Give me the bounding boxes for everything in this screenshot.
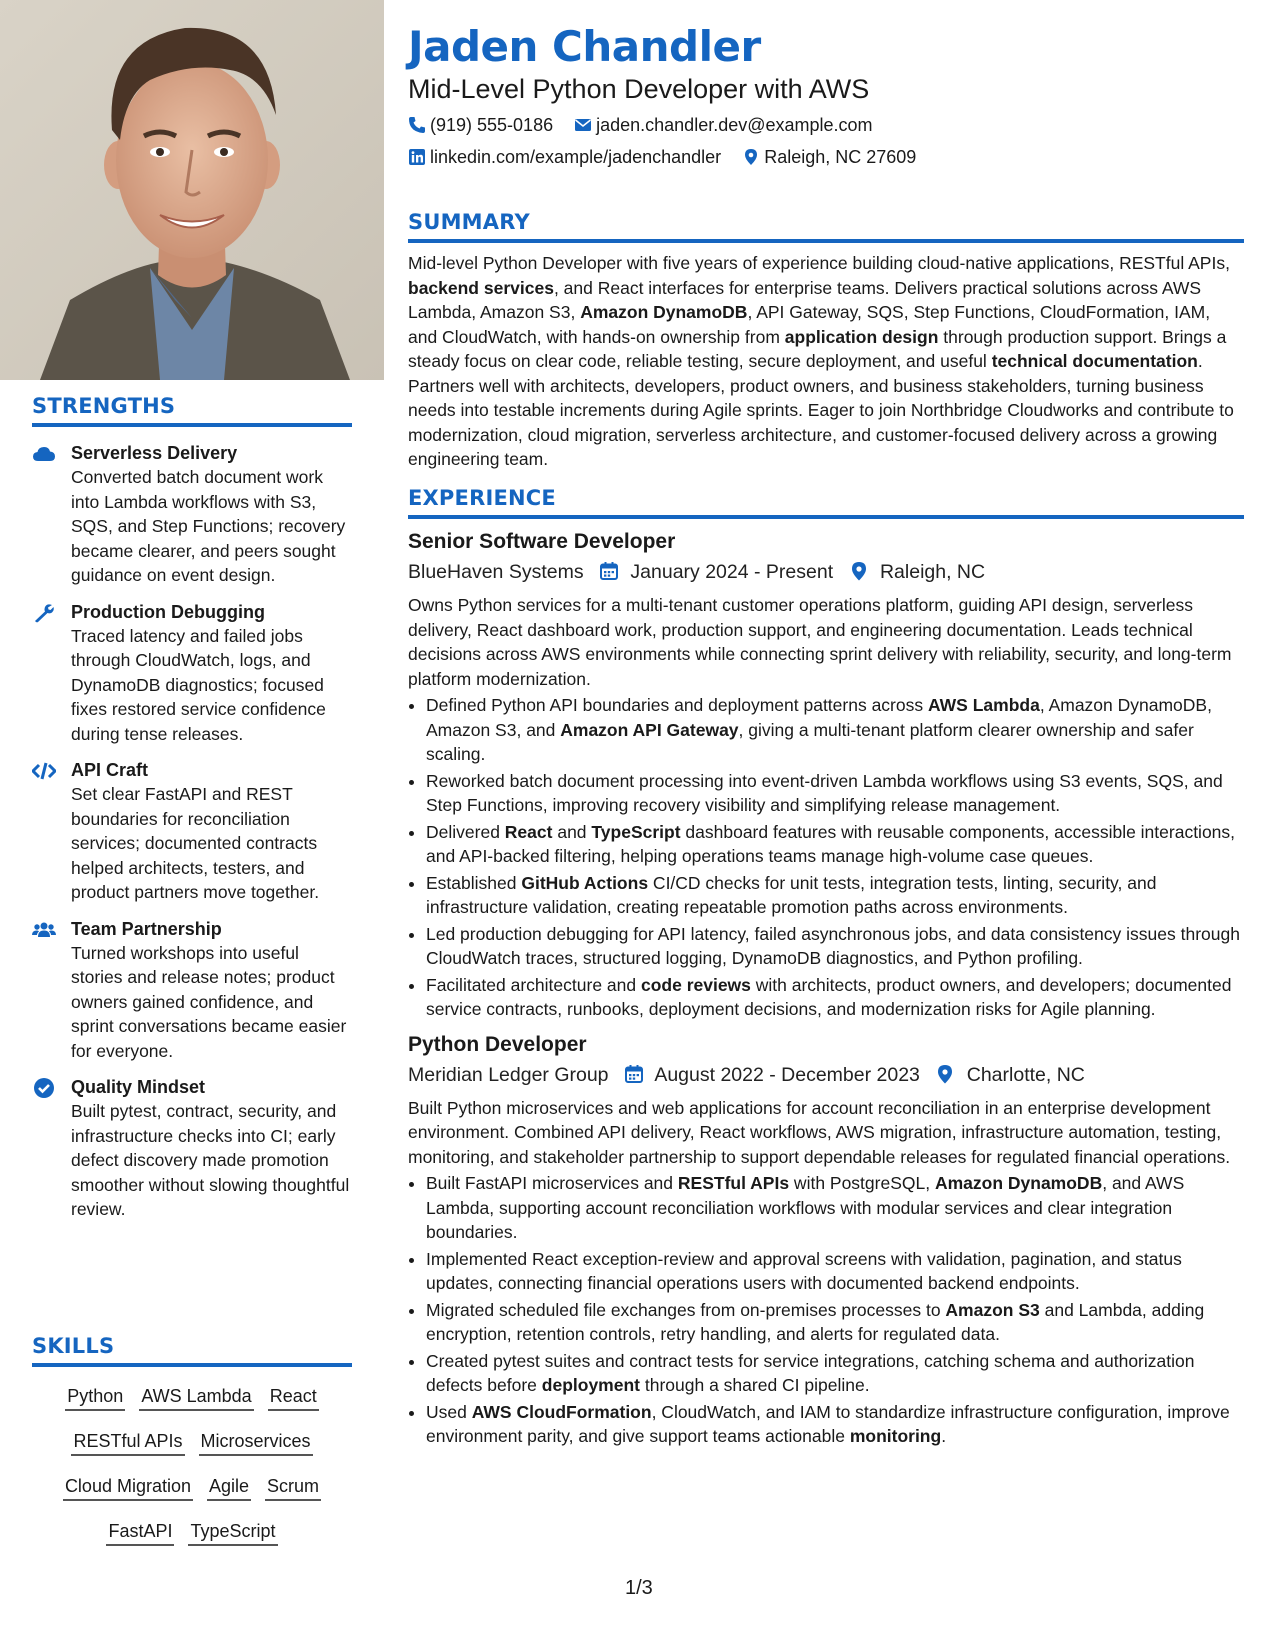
job-meta bbox=[408, 1060, 1244, 1090]
page-number: 1/3 bbox=[625, 1577, 653, 1599]
summary-heading: SUMMARY bbox=[408, 210, 1244, 243]
strength-item bbox=[32, 600, 352, 747]
bullet-text: CI/CD checks for unit tests, integration tests, linting, security, and infrastructure validation, creating repeatable promotion paths across environments. bbox=[426, 872, 1157, 917]
job-entry bbox=[408, 1030, 1244, 1449]
skill-tag: TypeScript bbox=[188, 1520, 277, 1546]
map-pin-icon bbox=[742, 148, 760, 166]
bullet-text: Migrated scheduled file exchanges from on-premises processes to bbox=[426, 1299, 946, 1320]
skill-tag: Scrum bbox=[265, 1475, 321, 1501]
bullet-highlight: code reviews bbox=[640, 974, 751, 995]
bullet-highlight: AWS Lambda bbox=[927, 695, 1040, 715]
strength-desc: Traced latency and failed jobs through CloudWatch, logs, and DynamoDB diagnostics; focused fixes restored service confidence during tense releases. bbox=[71, 625, 326, 744]
bullet-item bbox=[426, 871, 1244, 920]
strengths-heading: STRENGTHS bbox=[32, 394, 352, 427]
bullet-text: with PostgreSQL, bbox=[789, 1173, 935, 1193]
location-contact bbox=[742, 145, 916, 169]
profile-photo bbox=[0, 0, 384, 380]
bullet-item bbox=[426, 1298, 1244, 1347]
strength-title: Serverless Delivery bbox=[71, 443, 238, 463]
skill-tag: Agile bbox=[207, 1475, 251, 1501]
left-column bbox=[0, 0, 384, 1650]
bullet-highlight: Amazon S3 bbox=[945, 1299, 1040, 1320]
bullet-item bbox=[426, 1349, 1244, 1398]
users-icon bbox=[32, 919, 56, 941]
envelope-icon bbox=[574, 116, 592, 134]
contact-row bbox=[408, 145, 932, 169]
linkedin-icon bbox=[408, 148, 426, 166]
strengths-section bbox=[32, 394, 352, 1222]
strength-desc: Built pytest, contract, security, and infrastructure checks into CI; early defect discovery made promotion smoother without slowing thoughtful review. bbox=[71, 1101, 350, 1219]
summary-text-part: through production support. Brings a steady focus on clear code, reliable testing, secure deployment, and useful bbox=[408, 326, 1227, 371]
wrench-icon bbox=[32, 602, 56, 624]
summary-text-part: , and React interfaces for enterprise teams. Delivers practical solutions across AWS Lambda, Amazon S3, bbox=[408, 277, 1202, 322]
linkedin-contact[interactable] bbox=[408, 145, 721, 169]
strength-title: Quality Mindset bbox=[71, 1077, 206, 1097]
skill-tag: AWS Lambda bbox=[139, 1385, 253, 1411]
strength-item bbox=[32, 1075, 352, 1222]
strength-title: Team Partnership bbox=[71, 918, 222, 939]
job-title: Senior Software Developer bbox=[408, 530, 676, 553]
bullet-highlight: AWS CloudFormation bbox=[471, 1401, 652, 1422]
job-title: Python Developer bbox=[408, 1032, 587, 1056]
bullet-text: Created pytest suites and contract tests for service integrations, catching schema and authorization defects before bbox=[426, 1350, 1195, 1395]
headline: Mid-Level Python Developer with AWS bbox=[408, 74, 870, 104]
code-icon bbox=[32, 760, 56, 782]
strength-title: API Craft bbox=[71, 760, 149, 780]
phone-text: (919) 555-0186 bbox=[430, 115, 554, 135]
experience-section bbox=[408, 486, 1244, 1451]
bullet-text: , and AWS Lambda, supporting account reconciliation workflows with modular services and clear integration boundaries. bbox=[426, 1173, 1185, 1242]
bullet-item bbox=[426, 820, 1244, 869]
job-dates: January 2024 - Present bbox=[630, 561, 834, 583]
bullet-item bbox=[426, 1247, 1244, 1296]
skill-tag: RESTful APIs bbox=[71, 1430, 184, 1456]
email-contact[interactable] bbox=[574, 113, 872, 137]
bullet-highlight: deployment bbox=[541, 1375, 640, 1395]
candidate-name: Jaden Chandler bbox=[408, 22, 761, 71]
skills-row bbox=[32, 1385, 352, 1411]
bullet-item bbox=[426, 922, 1244, 971]
job-meta bbox=[408, 557, 1244, 587]
bullet-text: Defined Python API boundaries and deployment patterns across bbox=[426, 695, 928, 715]
skill-tag: Microservices bbox=[199, 1430, 313, 1456]
job-dates: August 2022 - December 2023 bbox=[654, 1063, 920, 1086]
skill-tag: React bbox=[268, 1385, 319, 1411]
linkedin-text: linkedin.com/example/jadenchandler bbox=[430, 147, 722, 167]
skills-list bbox=[32, 1385, 352, 1546]
strength-desc: Turned workshops into useful stories and release notes; product owners gained confidence, and sprint conversations became easier for everyone. bbox=[71, 942, 347, 1061]
bullet-item bbox=[426, 1171, 1244, 1245]
bullet-text: Implemented React exception-review and approval screens with validation, pagination, and status updates, connecting financial operations users with documented backend endpoints. bbox=[426, 1248, 1182, 1293]
bullet-text: . bbox=[941, 1426, 947, 1446]
phone-contact bbox=[408, 113, 553, 137]
bullet-highlight: Amazon DynamoDB bbox=[934, 1173, 1103, 1193]
summary-text-part: . Partners well with architects, developers, product owners, and business stakeholders, turning business needs into testable increments during Agile sprints. Eager to join Northbridge Cloudworks and contribute to modernization, cloud migration, serverless architecture, and customer-focused delivery across a growing engineering team. bbox=[408, 351, 1234, 469]
job-location: Charlotte, NC bbox=[966, 1063, 1085, 1086]
skills-row bbox=[32, 1520, 352, 1546]
bullet-highlight: GitHub Actions bbox=[521, 872, 649, 893]
bullet-item bbox=[426, 1400, 1244, 1449]
job-bullets bbox=[408, 1171, 1244, 1449]
skills-row bbox=[32, 1475, 352, 1501]
skill-tag: Python bbox=[65, 1385, 125, 1411]
bullet-highlight: TypeScript bbox=[591, 821, 681, 842]
calendar-icon bbox=[599, 561, 619, 581]
skills-section bbox=[32, 1334, 352, 1565]
experience-heading: EXPERIENCE bbox=[408, 486, 1244, 519]
bullet-text: Used bbox=[426, 1401, 472, 1422]
bullet-text: Facilitated architecture and bbox=[426, 974, 641, 995]
strength-title: Production Debugging bbox=[71, 601, 265, 622]
bullet-highlight: React bbox=[504, 821, 553, 842]
bullet-text: , giving a multi-tenant platform clearer ownership and safer scaling. bbox=[426, 719, 1194, 764]
summary-highlight: Amazon DynamoDB bbox=[580, 302, 748, 322]
job-description: Built Python microservices and web applications for account reconciliation in an enterprise development environment. Combined API delivery, React workflows, AWS migration, infrastructure automation, testing, monitoring, and stakeholder partnership to support dependable releases for regulated financial operations. bbox=[408, 1097, 1231, 1167]
phone-icon bbox=[408, 116, 426, 134]
job-description: Owns Python services for a multi-tenant customer operations platform, guiding API design, serverless delivery, React dashboard work, production support, and engineering documentation. Leads technical decisions across AWS environments while connecting sprint delivery with reliability, security, and long-term platform modernization. bbox=[408, 595, 1232, 689]
bullet-text: Delivered bbox=[426, 821, 505, 842]
bullet-text: Reworked batch document processing into event-driven Lambda workflows using S3 events, SQS, and Step Functions, improving recovery visibility and simplifying release management. bbox=[426, 770, 1223, 815]
skills-row bbox=[32, 1430, 352, 1456]
check-circle-icon bbox=[32, 1077, 56, 1099]
bullet-text: with architects, product owners, and developers; documented service contracts, runbooks, deployment decisions, and modernization risks for Agile planning. bbox=[426, 974, 1232, 1019]
strength-item bbox=[32, 758, 352, 905]
strength-item bbox=[32, 917, 352, 1064]
summary-highlight: technical documentation bbox=[991, 351, 1198, 371]
job-company: Meridian Ledger Group bbox=[408, 1063, 609, 1086]
bullet-highlight: Amazon API Gateway bbox=[560, 719, 739, 740]
summary-text bbox=[408, 251, 1244, 472]
bullet-text: Established bbox=[426, 872, 522, 893]
map-pin-icon bbox=[935, 1064, 955, 1084]
contact-row bbox=[408, 113, 889, 137]
strength-desc: Set clear FastAPI and REST boundaries for reconciliation services; documented contracts helped architects, testers, and product partners move together. bbox=[71, 784, 320, 902]
bullet-text: , Amazon DynamoDB, Amazon S3, and bbox=[426, 695, 1212, 740]
job-entry bbox=[408, 527, 1244, 1022]
bullet-text: through a shared CI pipeline. bbox=[640, 1375, 870, 1395]
bullet-item bbox=[426, 693, 1244, 767]
summary-section bbox=[408, 210, 1244, 472]
bullet-text: and bbox=[552, 821, 592, 842]
job-location: Raleigh, NC bbox=[879, 561, 986, 583]
email-text: jaden.chandler.dev@example.com bbox=[596, 115, 873, 135]
job-company: BlueHaven Systems bbox=[408, 561, 584, 583]
summary-text-part: , API Gateway, SQS, Step Functions, CloudFormation, IAM, and CloudWatch, with hands-on ownership from bbox=[408, 302, 1211, 347]
skill-tag: Cloud Migration bbox=[63, 1475, 193, 1501]
calendar-icon bbox=[624, 1064, 644, 1084]
strength-desc: Converted batch document work into Lambda workflows with S3, SQS, and Step Functions; recovery became clearer, and peers sought guidance on event design. bbox=[71, 467, 346, 585]
location-text: Raleigh, NC 27609 bbox=[764, 147, 917, 167]
bullet-highlight: RESTful APIs bbox=[677, 1173, 790, 1193]
summary-highlight: backend services bbox=[408, 277, 554, 298]
bullet-text: Built FastAPI microservices and bbox=[426, 1173, 678, 1193]
cloud-icon bbox=[32, 443, 56, 465]
bullet-text: dashboard features with reusable components, accessible interactions, and API-backed filtering, helping operations teams manage high-volume case queues. bbox=[426, 821, 1236, 866]
bullet-highlight: monitoring bbox=[849, 1426, 942, 1446]
bullet-item bbox=[426, 973, 1244, 1022]
bullet-text: and Lambda, adding encryption, retention controls, retry handling, and alerts for regulated data. bbox=[426, 1299, 1205, 1344]
summary-highlight: application design bbox=[784, 326, 939, 347]
summary-text-part: Mid-level Python Developer with five years of experience building cloud-native applications, RESTful APIs, bbox=[408, 253, 1230, 273]
skills-heading: SKILLS bbox=[32, 1334, 352, 1367]
map-pin-icon bbox=[849, 561, 869, 581]
skill-tag: FastAPI bbox=[106, 1520, 174, 1546]
bullet-text: , CloudWatch, and IAM to standardize infrastructure configuration, improve environment parity, and give support teams actionable bbox=[426, 1401, 1230, 1446]
strength-item bbox=[32, 441, 352, 588]
bullet-item bbox=[426, 769, 1244, 818]
bullet-text: Led production debugging for API latency, failed asynchronous jobs, and data consistency issues through CloudWatch traces, structured logging, DynamoDB diagnostics, and Python profiling. bbox=[426, 923, 1240, 968]
job-bullets bbox=[408, 693, 1244, 1022]
